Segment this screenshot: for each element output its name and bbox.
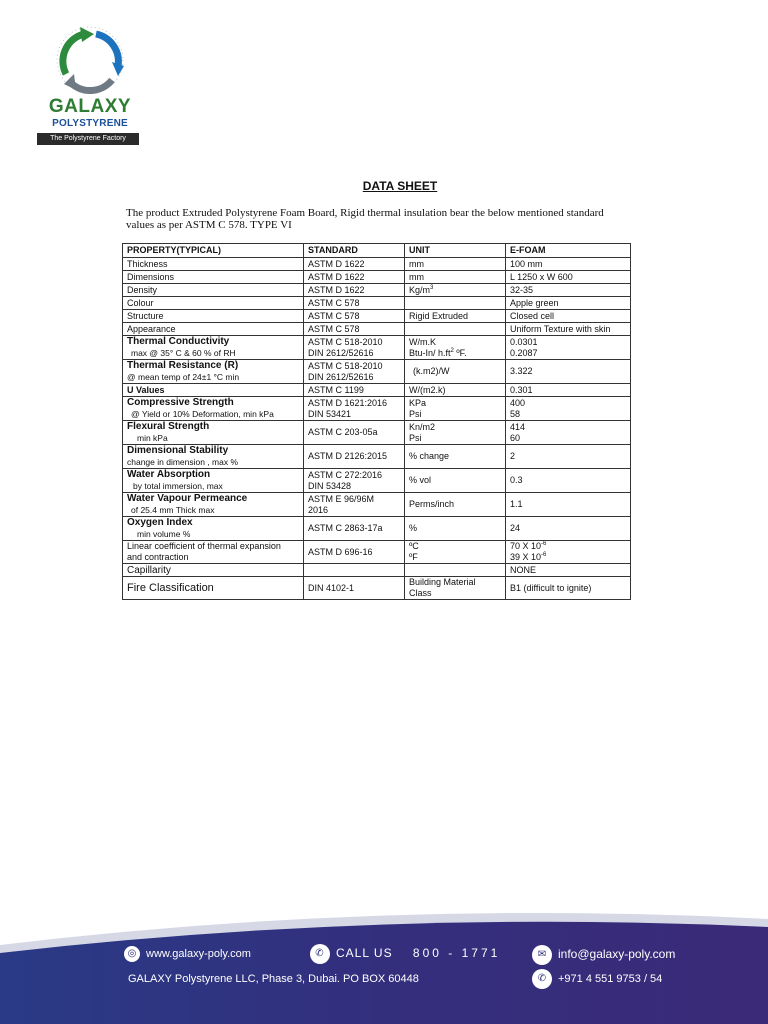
property-cell bbox=[123, 541, 304, 564]
unit-line: KPa bbox=[409, 397, 427, 408]
unit-cell bbox=[405, 297, 506, 310]
value-cell: Apple green bbox=[506, 297, 631, 310]
unit-line: W/m.K bbox=[409, 336, 436, 347]
property-cell bbox=[123, 517, 304, 541]
property-cell bbox=[123, 445, 304, 469]
standard-cell bbox=[304, 564, 405, 577]
standard-cell: ASTM C 578 bbox=[304, 297, 405, 310]
table-row bbox=[123, 397, 631, 421]
table-row bbox=[123, 564, 631, 577]
table-row bbox=[123, 258, 631, 271]
property-name: Linear coefficient of thermal expansion bbox=[127, 541, 281, 551]
standard-cell bbox=[304, 360, 405, 384]
value-cell: 100 mm bbox=[506, 258, 631, 271]
brand-subtitle: POLYSTYRENE bbox=[52, 118, 128, 129]
unit-line bbox=[409, 348, 501, 359]
property-cell bbox=[123, 397, 304, 421]
property-cell: Dimensions bbox=[123, 271, 304, 284]
unit-cell bbox=[405, 336, 506, 360]
standard-cell: ASTM C 578 bbox=[304, 323, 405, 336]
unit-text: Btu-In/ h.ft bbox=[409, 347, 451, 358]
standard-cell: ASTM D 1622 bbox=[304, 271, 405, 284]
value-cell: B1 (difficult to ignite) bbox=[506, 577, 631, 600]
unit-cell bbox=[405, 564, 506, 577]
unit-cell bbox=[405, 323, 506, 336]
property-condition: by total immersion, max bbox=[133, 481, 223, 491]
unit-cell: W/(m2.k) bbox=[405, 384, 506, 397]
standard-line: ASTM C 272:2016 bbox=[308, 469, 383, 480]
unit-superscript: 2 bbox=[450, 347, 454, 354]
standard-line: DIN 53428 bbox=[308, 480, 352, 491]
property-name: Thermal Resistance (R) bbox=[127, 360, 239, 371]
value-line: 0.2087 bbox=[510, 347, 538, 358]
property-condition: min volume % bbox=[137, 529, 191, 539]
unit-cell: % bbox=[405, 517, 506, 541]
value-cell: L 1250 x W 600 bbox=[506, 271, 631, 284]
unit-cell: (k.m2)/W bbox=[405, 360, 506, 384]
property-cell: Capillarity bbox=[123, 564, 304, 577]
globe-icon: ◎ bbox=[124, 946, 140, 962]
standard-cell: ASTM C 2863-17a bbox=[304, 517, 405, 541]
property-condition: of 25.4 mm Thick max bbox=[131, 505, 215, 515]
standard-cell bbox=[304, 469, 405, 493]
property-cell: Density bbox=[123, 284, 304, 297]
header-property: PROPERTY(TYPICAL) bbox=[123, 244, 304, 258]
value-text: 39 X 10 bbox=[510, 552, 542, 562]
unit-cell bbox=[405, 577, 506, 600]
property-name: Thermal Conductivity bbox=[127, 336, 230, 347]
value-line bbox=[510, 552, 626, 563]
property-name: Water Vapour Permeance bbox=[127, 493, 248, 504]
footer-address: GALAXY Polystyrene LLC, Phase 3, Dubai. PO BOX 60448 bbox=[128, 973, 419, 985]
unit-line: ºC bbox=[409, 541, 419, 551]
property-cell bbox=[123, 493, 304, 517]
standard-cell: ASTM D 696-16 bbox=[304, 541, 405, 564]
footer-call[interactable] bbox=[310, 944, 500, 964]
property-cell: Colour bbox=[123, 297, 304, 310]
table-row bbox=[123, 469, 631, 493]
unit-cell bbox=[405, 541, 506, 564]
value-cell: NONE bbox=[506, 564, 631, 577]
value-cell: 1.1 bbox=[506, 493, 631, 517]
property-name: Dimensional Stability bbox=[127, 445, 229, 456]
website-text: www.galaxy-poly.com bbox=[146, 947, 251, 960]
standard-cell bbox=[304, 397, 405, 421]
unit-line: ºF bbox=[409, 552, 418, 562]
property-name: Compressive Strength bbox=[127, 397, 234, 408]
value-exponent: -6 bbox=[541, 541, 547, 547]
table-row bbox=[123, 541, 631, 564]
property-cell bbox=[123, 469, 304, 493]
standard-line: DIN 2612/52616 bbox=[308, 371, 374, 382]
unit-cell bbox=[405, 397, 506, 421]
standard-cell: ASTM D 1622 bbox=[304, 258, 405, 271]
standard-line: ASTM C 518-2010 bbox=[308, 360, 383, 371]
unit-line: Psi bbox=[409, 408, 422, 419]
phone-icon: ✆ bbox=[532, 969, 552, 989]
standard-cell bbox=[304, 493, 405, 517]
property-condition: min kPa bbox=[137, 433, 168, 443]
property-cell: Appearance bbox=[123, 323, 304, 336]
value-line: 60 bbox=[510, 432, 521, 443]
standard-line: ASTM D 1621:2016 bbox=[308, 397, 388, 408]
property-cell bbox=[123, 421, 304, 445]
value-cell: 0.3 bbox=[506, 469, 631, 493]
unit-cell: Perms/inch bbox=[405, 493, 506, 517]
property-condition: change in dimension , max % bbox=[127, 457, 239, 467]
table-row bbox=[123, 310, 631, 323]
unit-cell: % change bbox=[405, 445, 506, 469]
table-row bbox=[123, 284, 631, 297]
standard-cell: ASTM D 1622 bbox=[304, 284, 405, 297]
table-row bbox=[123, 421, 631, 445]
brand-tagline: The Polystyrene Factory bbox=[37, 133, 139, 145]
value-exponent: -6 bbox=[541, 552, 547, 558]
standard-cell: ASTM C 1199 bbox=[304, 384, 405, 397]
value-cell bbox=[506, 541, 631, 564]
phone-icon: ✆ bbox=[310, 944, 330, 964]
header-unit: UNIT bbox=[405, 244, 506, 258]
unit-text: Kg/m bbox=[409, 284, 431, 295]
table-row bbox=[123, 493, 631, 517]
property-name: Oxygen Index bbox=[127, 517, 193, 528]
unit-cell: mm bbox=[405, 258, 506, 271]
email-icon: ✉ bbox=[532, 945, 552, 965]
value-text: 70 X 10 bbox=[510, 541, 542, 551]
call-label: CALL US bbox=[336, 946, 393, 961]
unit-cell bbox=[405, 421, 506, 445]
property-name: Water Absorption bbox=[127, 469, 211, 480]
table-header-row bbox=[123, 244, 631, 258]
document-intro: The product Extruded Polystyrene Foam Board, Rigid thermal insulation bear the below mentioned standard values as per ASTM C 578. TYPE VI bbox=[126, 207, 604, 231]
email-text: info@galaxy-poly.com bbox=[558, 947, 676, 962]
footer-website[interactable] bbox=[124, 946, 251, 962]
unit-cell: mm bbox=[405, 271, 506, 284]
standard-line: ASTM C 518-2010 bbox=[308, 336, 383, 347]
property-cell: Thickness bbox=[123, 258, 304, 271]
brand-name: GALAXY bbox=[48, 96, 132, 117]
property-cell bbox=[123, 336, 304, 360]
unit-line: Kn/m2 bbox=[409, 421, 436, 432]
standard-cell: ASTM D 2126:2015 bbox=[304, 445, 405, 469]
property-cell: Fire Classification bbox=[123, 577, 304, 600]
property-cell: U Values bbox=[123, 384, 304, 397]
value-cell bbox=[506, 421, 631, 445]
footer-email[interactable] bbox=[532, 945, 675, 965]
header-standard: STANDARD bbox=[304, 244, 405, 258]
standard-cell: ASTM C 578 bbox=[304, 310, 405, 323]
table-row bbox=[123, 323, 631, 336]
header-efoam: E-FOAM bbox=[506, 244, 631, 258]
value-cell bbox=[506, 397, 631, 421]
value-line: 400 bbox=[510, 397, 526, 408]
table-row bbox=[123, 577, 631, 600]
property-name: Flexural Strength bbox=[127, 421, 210, 432]
value-line bbox=[510, 541, 626, 552]
value-cell: 24 bbox=[506, 517, 631, 541]
unit-text: ºF. bbox=[456, 347, 467, 358]
table-row bbox=[123, 517, 631, 541]
table-row bbox=[123, 297, 631, 310]
standard-cell bbox=[304, 336, 405, 360]
page-footer bbox=[0, 905, 768, 1024]
property-cell bbox=[123, 360, 304, 384]
standard-line: 2016 bbox=[308, 504, 329, 515]
property-condition: @ mean temp of 24±1 °C min bbox=[127, 372, 240, 382]
table-row bbox=[123, 336, 631, 360]
unit-superscript: 3 bbox=[430, 284, 434, 291]
value-line: 58 bbox=[510, 408, 521, 419]
unit-cell: Rigid Extruded bbox=[405, 310, 506, 323]
document-title: DATA SHEET bbox=[362, 179, 438, 193]
property-cell: Structure bbox=[123, 310, 304, 323]
standard-line: DIN 53421 bbox=[308, 408, 352, 419]
value-cell bbox=[506, 336, 631, 360]
value-line: 414 bbox=[510, 421, 526, 432]
recycle-logo-icon bbox=[44, 22, 136, 98]
unit-cell bbox=[405, 284, 506, 297]
call-number: 800 - 1771 bbox=[412, 946, 501, 961]
company-logo bbox=[36, 22, 146, 144]
value-cell: Closed cell bbox=[506, 310, 631, 323]
standard-cell: DIN 4102-1 bbox=[304, 577, 405, 600]
value-cell: Uniform Texture with skin bbox=[506, 323, 631, 336]
footer-phone[interactable] bbox=[532, 969, 662, 989]
standard-cell: ASTM C 203-05a bbox=[304, 421, 405, 445]
property-condition: and contraction bbox=[127, 552, 189, 562]
value-cell: 32-35 bbox=[506, 284, 631, 297]
value-cell: 3.322 bbox=[506, 360, 631, 384]
unit-line: Class bbox=[409, 588, 432, 598]
value-cell: 2 bbox=[506, 445, 631, 469]
property-condition: @ Yield or 10% Deformation, min kPa bbox=[131, 409, 274, 419]
value-line: 0.0301 bbox=[510, 336, 538, 347]
standard-line: ASTM E 96/96M bbox=[308, 493, 375, 504]
unit-line: Building Material bbox=[409, 577, 476, 587]
unit-cell: % vol bbox=[405, 469, 506, 493]
property-condition: max @ 35° C & 60 % of RH bbox=[131, 348, 236, 358]
standard-line: DIN 2612/52616 bbox=[308, 347, 374, 358]
table-row bbox=[123, 384, 631, 397]
table-row bbox=[123, 360, 631, 384]
data-sheet-table bbox=[122, 243, 631, 600]
table-row bbox=[123, 445, 631, 469]
table-row bbox=[123, 271, 631, 284]
value-cell: 0.301 bbox=[506, 384, 631, 397]
unit-line: Psi bbox=[409, 432, 422, 443]
phone-text: +971 4 551 9753 / 54 bbox=[558, 972, 663, 985]
